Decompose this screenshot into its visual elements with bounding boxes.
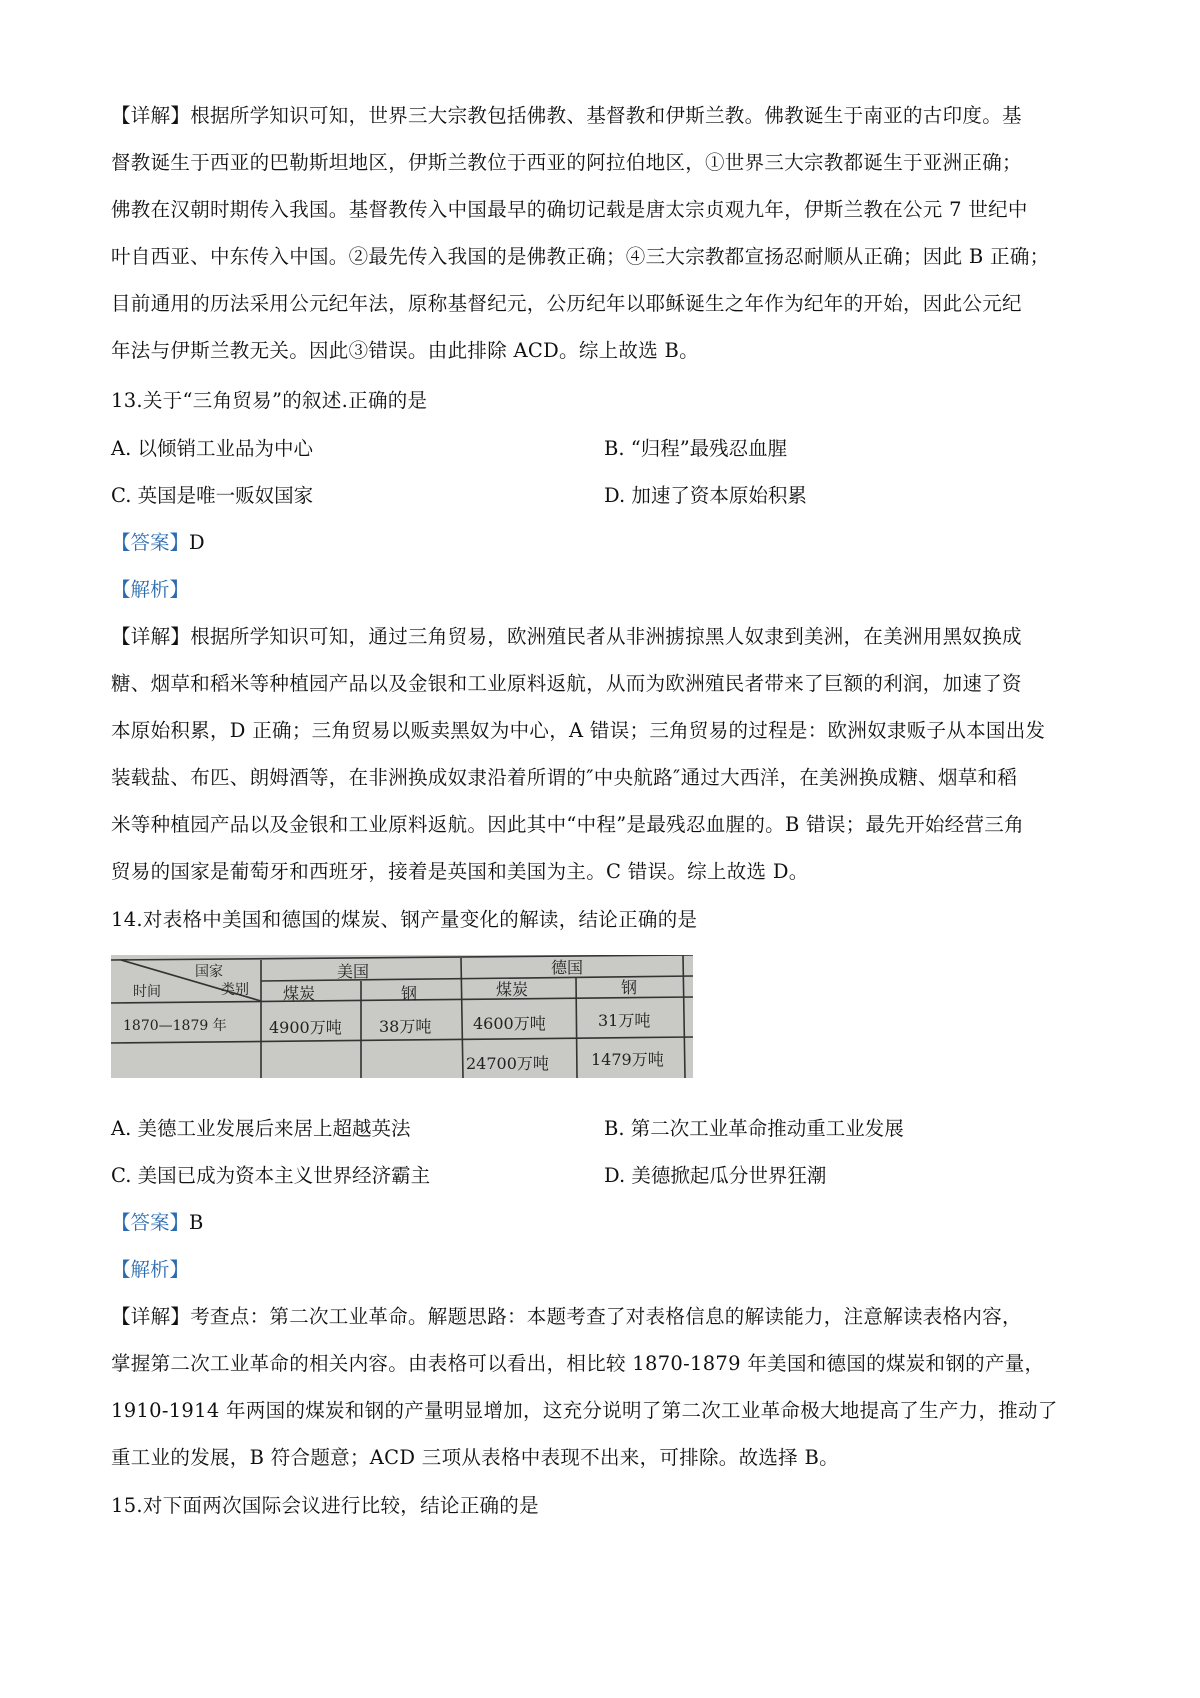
answer-value: B xyxy=(189,1211,204,1234)
q13-detail-line: 贸易的国家是葡萄牙和西班牙，接着是英国和美国为主。C 错误。综上故选 D。 xyxy=(111,860,809,883)
q13-analysis-label: 【解析】 xyxy=(111,578,190,601)
q12-detail-line: 督教诞生于西亚的巴勒斯坦地区，伊斯兰教位于西亚的阿拉伯地区，①世界三大宗教都诞生于亚洲正确； xyxy=(111,151,1022,174)
q13-detail-line: 米等种植园产品以及金银和工业原料返航。因此其中“中程”是最残忍血腥的。B 错误；最先开始经营三角 xyxy=(111,813,1024,836)
q13-option-d: D. 加速了资本原始积累 xyxy=(604,484,807,507)
table-row1-time: 1870—1879 年 xyxy=(123,1018,227,1034)
q14-detail-line: 【详解】考查点：第二次工业革命。解题思路：本题考查了对表格信息的解读能力，注意解读表格内容， xyxy=(111,1305,1022,1328)
table-header-usa: 美国 xyxy=(337,962,370,981)
q14-option-b: B. 第二次工业革命推动重工业发展 xyxy=(604,1117,904,1140)
table-row2-germany-steel: 1479万吨 xyxy=(591,1050,664,1069)
q13-answer xyxy=(111,530,205,556)
q14-option-a: A. 美德工业发展后来居上超越英法 xyxy=(111,1117,411,1140)
q13-option-a: A. 以倾销工业品为中心 xyxy=(111,437,313,460)
table-sub-steel-usa: 钢 xyxy=(401,984,418,1003)
q13-detail-line: 本原始积累，D 正确；三角贸易以贩卖黑奴为中心，A 错误；三角贸易的过程是：欧洲奴隶贩子从本国出发 xyxy=(111,719,1046,742)
q14-answer xyxy=(111,1210,203,1236)
q14-option-c: C. 美国已成为资本主义世界经济霸主 xyxy=(111,1164,431,1187)
table-row1-germany-coal: 4600万吨 xyxy=(473,1014,546,1033)
q13-detail-line: 装载盐、布匹、朗姆酒等，在非洲换成奴隶沿着所谓的″中央航路″通过大西洋，在美洲换成糖、烟草和稻 xyxy=(111,766,1018,789)
table-sub-coal-germany: 煤炭 xyxy=(496,980,529,999)
answer-label: 【答案】 xyxy=(111,531,190,554)
table-header-germany: 德国 xyxy=(551,958,584,977)
q14-analysis-label: 【解析】 xyxy=(111,1258,190,1281)
q14-detail-line: 1910-1914 年两国的煤炭和钢的产量明显增加，这充分说明了第二次工业革命极大地提高了生产力，推动了 xyxy=(111,1399,1058,1422)
q13-option-c: C. 英国是唯一贩奴国家 xyxy=(111,484,314,507)
table-row1-usa-steel: 38万吨 xyxy=(379,1017,432,1036)
q14-detail-line: 重工业的发展，B 符合题意；ACD 三项从表格中表现不出来，可排除。故选择 B。 xyxy=(111,1446,839,1469)
q15-stem: 15.对下面两次国际会议进行比较，结论正确的是 xyxy=(111,1494,539,1517)
production-table-image xyxy=(111,955,693,1078)
table-row1-germany-steel: 31万吨 xyxy=(598,1011,651,1030)
answer-value: D xyxy=(189,531,205,554)
q13-detail-line: 【详解】根据所学知识可知，通过三角贸易，欧洲殖民者从非洲掳掠黑人奴隶到美洲，在美洲用黑奴换成 xyxy=(111,625,1022,648)
table-corner-type: 类别 xyxy=(221,982,249,998)
q12-detail-line: 叶自西亚、中东传入中国。②最先传入我国的是佛教正确；④三大宗教都宣扬忍耐顺从正确；因此 B 正确； xyxy=(111,245,1050,268)
table-sub-steel-germany: 钢 xyxy=(621,978,638,997)
answer-label: 【答案】 xyxy=(111,1211,190,1234)
q12-detail-line: 佛教在汉朝时期传入我国。基督教传入中国最早的确切记载是唐太宗贞观九年，伊斯兰教在公元 7 世纪中 xyxy=(111,198,1028,221)
q12-detail-line: 目前通用的历法采用公元纪年法，原称基督纪元，公历纪年以耶稣诞生之年作为纪年的开始，因此公元纪 xyxy=(111,292,1022,315)
q12-detail-line: 【详解】根据所学知识可知，世界三大宗教包括佛教、基督教和伊斯兰教。佛教诞生于南亚的古印度。基 xyxy=(111,104,1022,127)
table-corner-country: 国家 xyxy=(195,964,223,980)
q12-detail-line: 年法与伊斯兰教无关。因此③错误。由此排除 ACD。综上故选 B。 xyxy=(111,339,699,362)
q13-stem: 13.关于“三角贸易”的叙述.正确的是 xyxy=(111,389,428,412)
table-sub-coal-usa: 煤炭 xyxy=(283,984,316,1003)
table-row2-germany-coal: 24700万吨 xyxy=(466,1054,549,1073)
table-corner-time: 时间 xyxy=(133,984,161,1000)
q14-stem: 14.对表格中美国和德国的煤炭、钢产量变化的解读，结论正确的是 xyxy=(111,908,698,931)
table-row1-usa-coal: 4900万吨 xyxy=(269,1018,342,1037)
q14-option-d: D. 美德掀起瓜分世界狂潮 xyxy=(604,1164,827,1187)
q14-detail-line: 掌握第二次工业革命的相关内容。由表格可以看出，相比较 1870-1879 年美国和德国的煤炭和钢的产量， xyxy=(111,1352,1045,1375)
q13-option-b: B. “归程”最残忍血腥 xyxy=(604,437,788,460)
q13-detail-line: 糖、烟草和稻米等种植园产品以及金银和工业原料返航，从而为欧洲殖民者带来了巨额的利润，加速了资 xyxy=(111,672,1022,695)
